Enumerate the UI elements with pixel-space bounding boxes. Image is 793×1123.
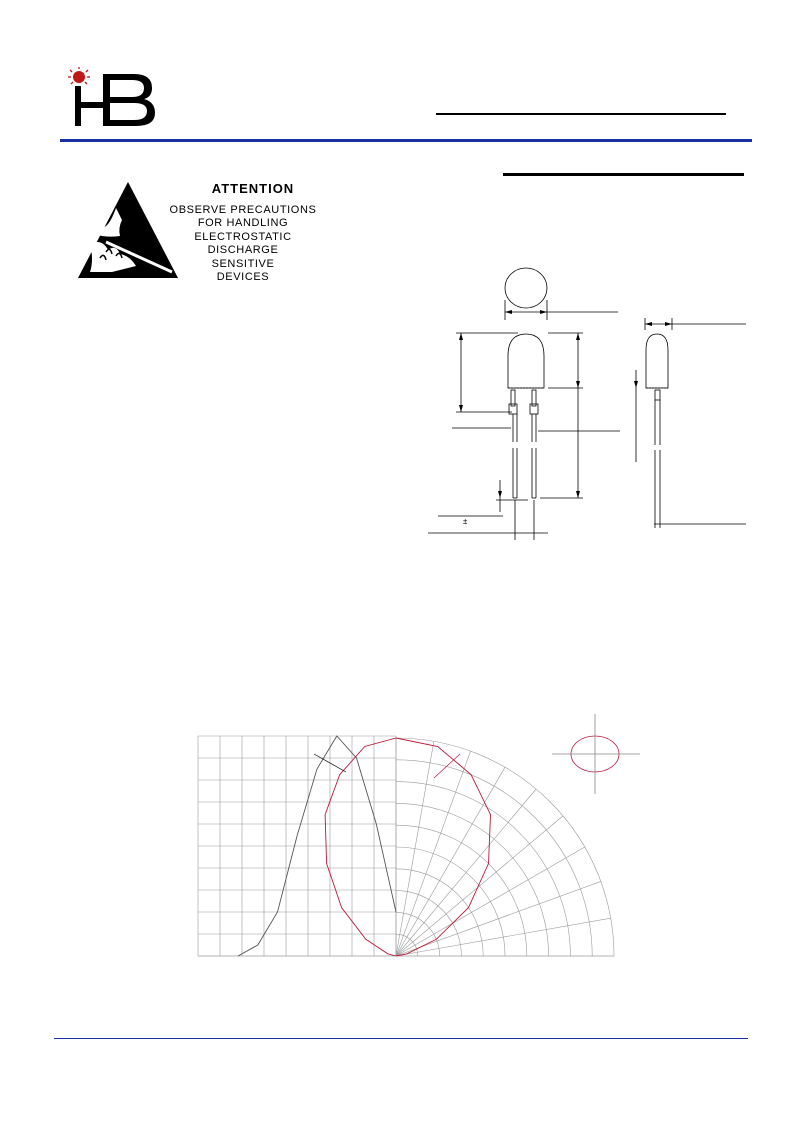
polar-spoke	[396, 816, 563, 956]
footer-divider	[54, 1038, 748, 1039]
led-outline-drawing	[420, 262, 760, 552]
esd-line: FOR HANDLING	[197, 217, 289, 230]
leader-line	[434, 754, 460, 778]
chart-grid	[198, 736, 614, 956]
esd-line: DISCHARGE	[207, 244, 279, 257]
beam-pattern-icon	[552, 714, 640, 794]
header-title-underline	[436, 113, 726, 115]
esd-line: SENSITIVE	[211, 257, 275, 270]
svg-text:±: ±	[463, 517, 468, 526]
esd-line: DEVICES	[216, 271, 270, 284]
esd-precaution-text	[160, 204, 326, 284]
polar-spoke	[396, 789, 536, 956]
part-number-underline	[503, 173, 744, 176]
logo-led-icon	[68, 67, 90, 84]
attention-heading: ATTENTION	[211, 181, 295, 196]
esd-line: OBSERVE PRECAUTIONS	[169, 204, 317, 216]
company-logo	[66, 66, 158, 128]
esd-line: ELECTROSTATIC	[194, 230, 292, 243]
radiation-pattern-curve	[396, 738, 491, 956]
header-divider	[60, 139, 752, 142]
optical-characteristics-chart	[190, 708, 660, 964]
